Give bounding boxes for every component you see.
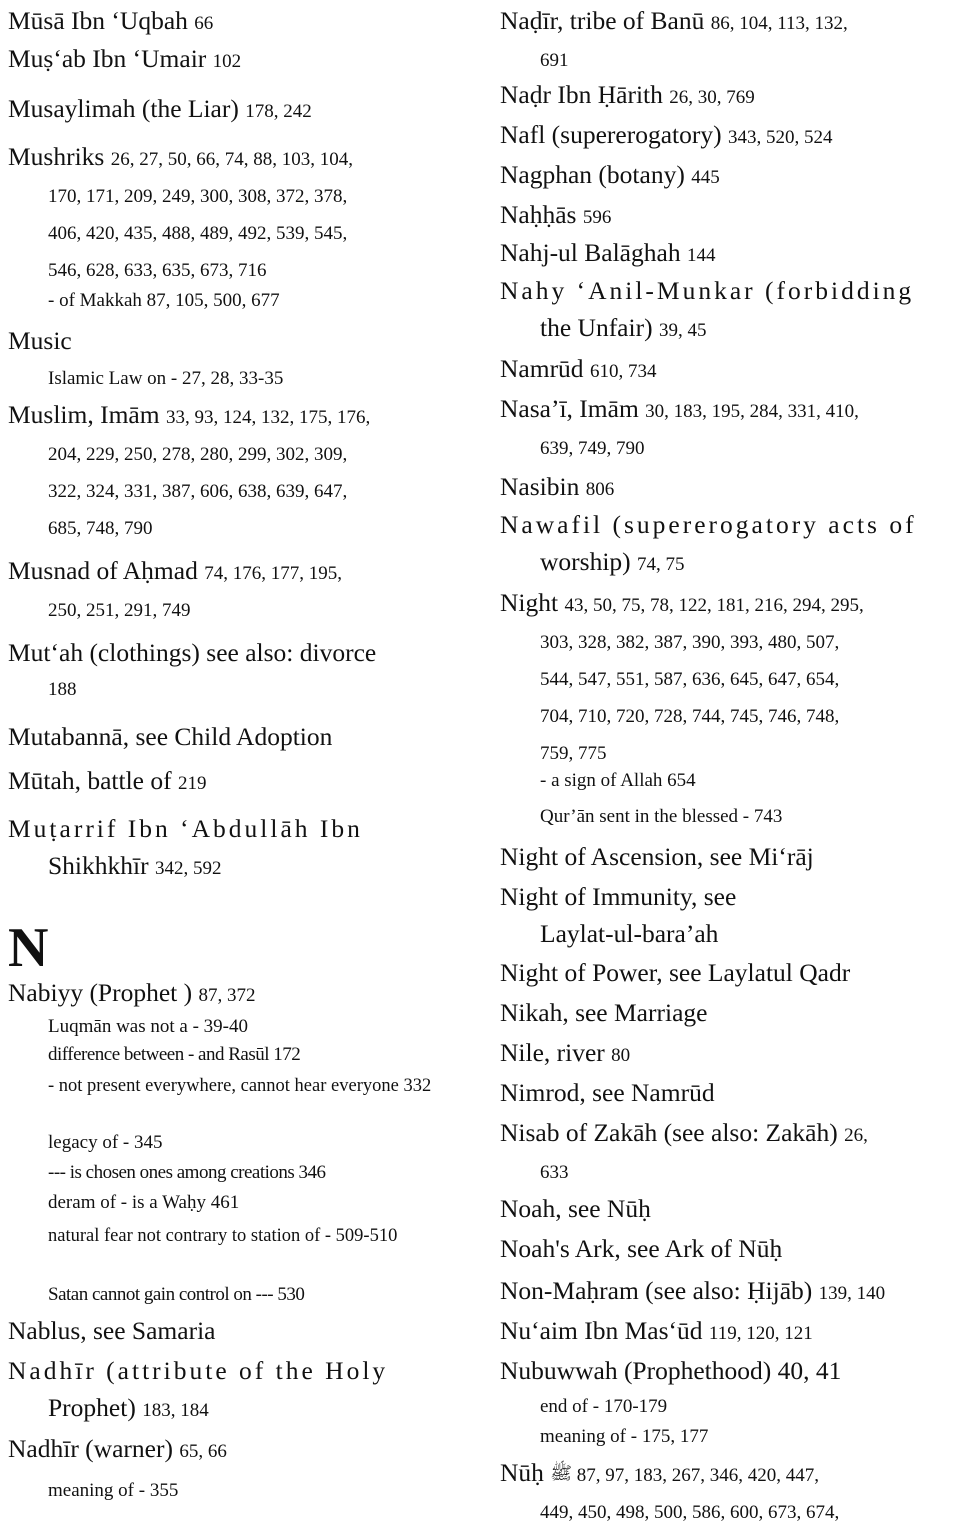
page-numbers: 102 (212, 51, 242, 72)
index-entry (8, 40, 474, 80)
entry-heading: Naḍīr, tribe of Banū (500, 6, 711, 35)
entry-heading: Mūtah, battle of (8, 766, 178, 795)
index-entry (8, 634, 474, 708)
index-entry (8, 1158, 474, 1188)
index-entry (8, 322, 474, 359)
index-entry (500, 76, 972, 116)
entry-heading: Namrūd (500, 354, 590, 383)
page-numbers: 86, 104, 113, 132, (710, 13, 848, 34)
index-entry (500, 1230, 972, 1267)
index-entry (8, 138, 474, 289)
page-numbers: 26, (844, 1125, 868, 1146)
entry-heading: Music (8, 326, 72, 355)
page-numbers-continued: 406, 420, 435, 488, 489, 492, 539, 545, (48, 223, 348, 244)
entry-heading: Nabiyy (Prophet ) (8, 978, 199, 1007)
subentry-text: --- is chosen ones among creations 346 (48, 1162, 326, 1183)
page-numbers: 119, 120, 121 (708, 1323, 813, 1344)
entry-heading-continued (500, 543, 972, 583)
index-entry (8, 1072, 474, 1100)
entry-heading: Nadhīr (attribute of the Holy (8, 1356, 389, 1385)
entry-heading: Nūḥ (500, 1458, 551, 1487)
index-entry (8, 90, 474, 130)
index-entry (8, 364, 474, 394)
entry-heading: Mūsā Ibn ‘Uqbah (8, 6, 195, 35)
entry-heading-continued (8, 1389, 474, 1429)
page-numbers-continued: 204, 229, 250, 278, 280, 299, 302, 309, (48, 444, 348, 465)
index-entry (500, 1422, 972, 1452)
page-numbers: 74, 75 (637, 554, 685, 575)
index-entry (500, 1312, 972, 1352)
entry-heading: Naḍr Ibn Ḥārith (500, 80, 670, 109)
entry-heading: Nimrod, see Namrūd (500, 1078, 715, 1107)
index-entry (8, 1012, 474, 1042)
subentry-text: meaning of - 355 (48, 1480, 179, 1501)
entry-heading: Night of Power, see Laylatul Qadr (500, 958, 851, 987)
index-entry (8, 1188, 474, 1218)
entry-heading: Mutabannā, see Child Adoption (8, 722, 333, 751)
page-numbers: 343, 520, 524 (727, 127, 833, 148)
page-numbers: 65, 66 (179, 1441, 227, 1462)
entry-heading: Naḥḥās (500, 200, 583, 229)
index-entry (500, 506, 972, 583)
page-numbers-continued: 546, 628, 633, 635, 673, 716 (48, 260, 267, 281)
page-numbers: 342, 592 (154, 858, 222, 879)
page-numbers-continued: 170, 171, 209, 249, 300, 308, 372, 378, (48, 186, 348, 207)
index-entry (500, 234, 972, 274)
subentry-text: Islamic Law on - 27, 28, 33-35 (48, 368, 284, 389)
page-numbers: 183, 184 (142, 1400, 209, 1421)
page-numbers: 26, 27, 50, 66, 74, 88, 103, 104, (110, 149, 353, 170)
page-numbers: 806 (585, 479, 615, 500)
index-entry (500, 1114, 972, 1191)
index-entry (500, 994, 972, 1031)
page-numbers: 43, 50, 75, 78, 122, 181, 216, 294, 295, (564, 595, 864, 616)
index-entry (8, 286, 474, 316)
page-numbers: 39, 45 (658, 320, 707, 341)
entry-heading: Muslim, Imām (8, 400, 166, 429)
page-numbers-continued: Laylat-ul-bara’ah (540, 919, 719, 948)
index-entry (500, 878, 972, 952)
entry-heading: Nikah, see Marriage (500, 998, 708, 1027)
page-numbers-continued: 691 (540, 50, 569, 71)
page-numbers: 30, 183, 195, 284, 331, 410, (645, 401, 859, 422)
entry-heading: Nagphan (botany) (500, 160, 692, 189)
entry-heading: Musaylimah (the Liar) (8, 94, 246, 123)
index-entry (500, 1190, 972, 1227)
entry-heading: Nawafil (supererogatory acts of (500, 510, 917, 539)
index-entry (500, 1074, 972, 1111)
entry-heading: Night of Immunity, see (500, 882, 737, 911)
page-numbers: 80 (611, 1045, 631, 1066)
index-entry (500, 802, 972, 832)
letter-heading: N (8, 917, 49, 979)
page-numbers-continued: 759, 775 (540, 743, 607, 764)
page-numbers: 219 (177, 773, 207, 794)
subentry-text: Luqmān was not a - 39-40 (48, 1016, 248, 1037)
subentry-text: Qur’ān sent in the blessed - 743 (540, 806, 783, 827)
entry-heading: Nasa’ī, Imām (500, 394, 646, 423)
subentry-text: - a sign of Allah 654 (540, 770, 696, 791)
page-numbers-continued: 250, 251, 291, 749 (48, 600, 191, 621)
page-numbers-continued: 704, 710, 720, 728, 744, 745, 746, 748, (540, 706, 840, 727)
entry-heading: Nadhīr (warner) (8, 1434, 180, 1463)
index-entry (500, 1034, 972, 1074)
index-entry (8, 1352, 474, 1429)
entry-heading: Muṭarrif Ibn ‘Abdullāh Ibn (8, 814, 363, 843)
entry-heading-tail: Prophet) (48, 1393, 143, 1422)
page-numbers: 87, 372 (198, 985, 256, 1006)
page-numbers-continued: 188 (48, 679, 77, 700)
index-entry (500, 838, 972, 875)
page-numbers: 445 (691, 167, 720, 188)
page-numbers: 178, 242 (245, 101, 312, 122)
page-numbers: 87, 97, 183, 267, 346, 420, 447, (572, 1465, 820, 1486)
subentry-text: deram of - is a Waḥy 461 (48, 1192, 240, 1213)
index-entry (8, 552, 474, 629)
entry-heading: Night of Ascension, see Mi‘rāj (500, 842, 814, 871)
index-entry (500, 1352, 972, 1389)
subentry-text: Satan cannot gain control on --- 530 (48, 1284, 305, 1305)
honorific-icon: ﷺ (550, 1463, 573, 1483)
index-entry (8, 2, 474, 42)
index-entry (500, 1454, 972, 1531)
page-numbers-continued: 449, 450, 498, 500, 586, 600, 673, 674, (540, 1502, 840, 1523)
page-numbers-continued: 544, 547, 551, 587, 636, 645, 647, 654, (540, 669, 840, 690)
entry-heading: Nasibin (500, 472, 586, 501)
index-entry (500, 2, 972, 79)
page-numbers: 66 (194, 13, 214, 34)
page-numbers: 144 (686, 245, 716, 266)
entry-heading: Nafl (supererogatory) (500, 120, 728, 149)
page-numbers-continued: 639, 749, 790 (540, 438, 645, 459)
subentry-text: end of - 170-179 (540, 1396, 668, 1417)
index-entry (500, 1272, 972, 1312)
entry-heading-tail: Shikhkhīr (48, 851, 155, 880)
index-entry (8, 1430, 474, 1470)
index-entry (8, 396, 474, 547)
entry-heading: Nahy ‘Anil-Munkar (forbidding (500, 276, 915, 305)
entry-heading: Noah's Ark, see Ark of Nūḥ (500, 1234, 783, 1263)
index-entry (500, 584, 972, 772)
page-numbers: 26, 30, 769 (669, 87, 755, 108)
page-numbers: 33, 93, 124, 132, 175, 176, (165, 407, 371, 428)
subentry-text: - not present everywhere, cannot hear everyone 332 (48, 1076, 432, 1096)
index-entry (8, 974, 474, 1014)
page-numbers: 596 (582, 207, 612, 228)
entry-heading: Noah, see Nūḥ (500, 1194, 651, 1223)
subentry-text: meaning of - 175, 177 (540, 1426, 709, 1447)
entry-heading: Nahj-ul Balāghah (500, 238, 687, 267)
index-entry (8, 810, 474, 887)
entry-heading: Nisab of Zakāh (see also: Zakāh) (500, 1118, 845, 1147)
subentry-text: - of Makkah 87, 105, 500, 677 (48, 290, 280, 311)
index-entry (500, 1392, 972, 1422)
index-entry (500, 350, 972, 390)
page-numbers: 610, 734 (589, 361, 657, 382)
index-entry (8, 1280, 474, 1310)
index-entry (8, 762, 474, 802)
index-entry (8, 1476, 474, 1506)
index-entry (500, 954, 972, 991)
entry-heading-tail: the Unfair) (540, 313, 659, 342)
index-entry (500, 116, 972, 156)
index-entry (500, 766, 972, 796)
index-entry (8, 1312, 474, 1349)
index-entry (500, 156, 972, 196)
page-numbers: 74, 176, 177, 195, (204, 563, 342, 584)
entry-heading-continued (8, 847, 474, 887)
entry-heading: Nile, river (500, 1038, 612, 1067)
index-entry (8, 718, 474, 755)
subentry-text: legacy of - 345 (48, 1132, 163, 1153)
entry-heading: Mushriks (8, 142, 111, 171)
entry-heading: Non-Maḥram (see also: Ḥijāb) (500, 1276, 819, 1305)
index-entry (8, 1128, 474, 1158)
entry-heading: Musnad of Aḥmad (8, 556, 205, 585)
page-numbers-continued: 633 (540, 1162, 569, 1183)
entry-heading: Nu‘aim Ibn Mas‘ūd (500, 1316, 709, 1345)
subentry-text: difference between - and Rasūl 172 (48, 1044, 301, 1065)
entry-heading-continued (500, 309, 972, 349)
page-numbers-continued: 322, 324, 331, 387, 606, 638, 639, 647, (48, 481, 348, 502)
entry-heading: Muṣ‘ab Ibn ‘Umair (8, 44, 213, 73)
page-numbers-continued: 303, 328, 382, 387, 390, 393, 480, 507, (540, 632, 840, 653)
page-numbers: 139, 140 (818, 1283, 886, 1304)
page-numbers-continued: 685, 748, 790 (48, 518, 153, 539)
entry-heading: Mut‘ah (clothings) see also: divorce (8, 638, 377, 667)
entry-heading-tail: worship) (540, 547, 638, 576)
entry-heading: Night (500, 588, 565, 617)
index-entry (500, 272, 972, 349)
index-entry (500, 468, 972, 508)
index-entry (500, 196, 972, 236)
entry-heading: Nubuwwah (Prophethood) 40, 41 (500, 1356, 842, 1385)
entry-heading: Nablus, see Samaria (8, 1316, 216, 1345)
index-entry (500, 390, 972, 467)
index-entry (8, 1040, 474, 1070)
subentry-text: natural fear not contrary to station of - 509-510 (48, 1226, 398, 1246)
index-entry (8, 1222, 474, 1250)
